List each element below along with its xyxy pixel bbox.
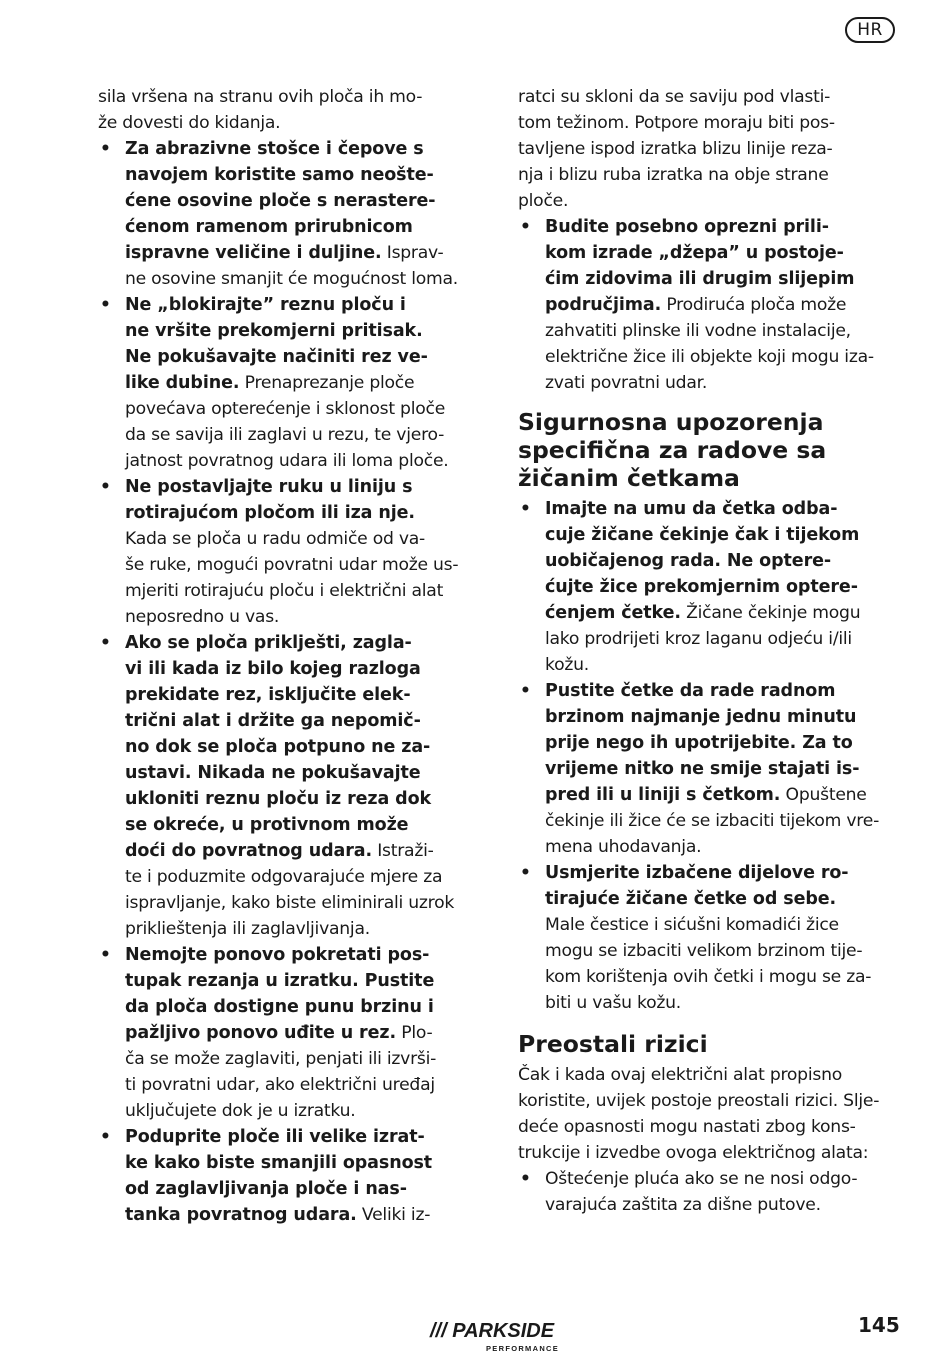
bullet-item-first-line	[518, 214, 904, 240]
bullet-item-line	[518, 292, 904, 318]
bullet-item	[518, 860, 904, 1016]
body-line: ploče.	[518, 191, 569, 211]
body-line: deće opasnosti mogu nastati zbog kons-	[518, 1117, 856, 1137]
bullet-item-line	[98, 526, 476, 552]
bullet-item	[98, 474, 476, 630]
body-line: nja i blizu ruba izratka na obje strane	[518, 165, 829, 185]
bold-text: tanka povratnog udara.	[125, 1205, 357, 1225]
bullet-item-line	[98, 1150, 476, 1176]
bullet-item-first-line	[518, 496, 904, 522]
bullet-item-line	[518, 834, 904, 860]
body-line: Čak i kada ovaj električni alat propisno	[518, 1065, 842, 1085]
bullet-item-line	[98, 240, 476, 266]
bullet-item-line	[518, 730, 904, 756]
bullet-item-first-line	[98, 136, 476, 162]
bold-text: Pustite četke da rade radnom	[545, 681, 836, 701]
brand-subtitle: PERFORMANCE	[486, 1344, 560, 1353]
bold-text: prije nego ih upotrijebite. Za to	[545, 733, 853, 753]
body-line: tom težinom. Potpore moraju biti pos-	[518, 113, 835, 133]
bold-text: područjima.	[545, 295, 662, 315]
body-text: lako prodrijeti kroz laganu odjeću i/ili	[545, 629, 852, 649]
body-text: priklieštenja ili zaglavljivanja.	[125, 919, 370, 939]
bullet-item-line	[98, 500, 476, 526]
bullet-item-line	[98, 994, 476, 1020]
body-text: Žičane čekinje mogu	[680, 603, 861, 623]
bold-text: ćenom ramenom prirubnicom	[125, 217, 413, 237]
bullet-item-line	[98, 552, 476, 578]
bold-text: od zaglavljivanja ploče i nas-	[125, 1179, 407, 1199]
bullet-item-line	[518, 938, 904, 964]
bullet-item-line	[518, 600, 904, 626]
body-text: Opuštene	[780, 785, 867, 805]
body-line: trukcije i izvedbe ovoga električnog alata:	[518, 1143, 869, 1163]
bullet-item-first-line	[98, 292, 476, 318]
left-intro	[98, 84, 476, 136]
body-text: jatnost povratnog udara ili loma ploče.	[125, 451, 449, 471]
bullet-item-line	[98, 266, 476, 292]
page-number: 145	[858, 1313, 900, 1337]
bold-text: ukloniti reznu ploču iz reza dok	[125, 789, 432, 809]
bullet-item-line	[98, 370, 476, 396]
body-text: mena uhodavanja.	[545, 837, 702, 857]
bullet-item-line	[98, 734, 476, 760]
right-bullet-list-b	[518, 496, 904, 1016]
bold-text: Ako se ploča priklješti, zagla-	[125, 633, 412, 653]
bold-text: uobičajenog rada. Ne optere-	[545, 551, 832, 571]
bullet-item-line	[518, 574, 904, 600]
bold-text: Usmjerite izbačene dijelove ro-	[545, 863, 849, 883]
bold-text: Imajte na umu da četka odba-	[545, 499, 838, 519]
bullet-item-line	[98, 578, 476, 604]
bullet-item-line	[518, 652, 904, 678]
bullet-item-line	[98, 188, 476, 214]
body-text: mjeriti rotirajuću ploču i električni alat	[125, 581, 444, 601]
bold-text: kom izrade „džepa” u postoje-	[545, 243, 844, 263]
section-heading-residual-risks: Preostali rizici	[518, 1030, 708, 1058]
bold-text: ćenjem četke.	[545, 603, 681, 623]
bold-text: Budite posebno oprezni prili-	[545, 217, 829, 237]
body-text: kožu.	[545, 655, 589, 675]
body-text: ne osovine smanjit će mogućnost loma.	[125, 269, 459, 289]
bullet-item-line	[98, 1020, 476, 1046]
bullet-item	[518, 678, 904, 860]
bullet-item-line	[98, 656, 476, 682]
body-text: biti u vašu kožu.	[545, 993, 682, 1013]
bullet-item-line	[98, 1098, 476, 1124]
body-line: že dovesti do kidanja.	[98, 113, 281, 133]
bullet-item	[98, 942, 476, 1124]
bullet-item-line	[518, 912, 904, 938]
body-line: tavljene ispod izratka blizu linije reza-	[518, 139, 833, 159]
body-text: zahvatiti plinske ili vodne instalacije,	[545, 321, 851, 341]
bullet-item-first-line	[98, 630, 476, 656]
left-bullet-list	[98, 136, 476, 1228]
body-text: Male čestice i sićušni komadići žice	[545, 915, 839, 935]
bullet-item-line	[98, 448, 476, 474]
bold-text: brzinom najmanje jednu minutu	[545, 707, 857, 727]
right-bullet-list-c	[518, 1166, 904, 1218]
bullet-item-line	[98, 344, 476, 370]
bold-text: ćim zidovima ili drugim slijepim	[545, 269, 855, 289]
body-text: Plo-	[396, 1023, 433, 1043]
bullet-item-line	[98, 708, 476, 734]
bullet-item-first-line	[518, 1166, 904, 1192]
bullet-item	[518, 1166, 904, 1218]
bullet-item	[98, 1124, 476, 1228]
bold-text: da ploča dostigne punu brzinu i	[125, 997, 434, 1017]
bold-text: pažljivo ponovo uđite u rez.	[125, 1023, 396, 1043]
bold-text: doći do povratnog udara.	[125, 841, 373, 861]
body-line: koristite, uvijek postoje preostali rizici. Slje-	[518, 1091, 880, 1111]
bold-text: tupak rezanja u izratku. Pustite	[125, 971, 435, 991]
bullet-item-line	[98, 1202, 476, 1228]
body-text: kom korištenja ovih četki i mogu se za-	[545, 967, 872, 987]
body-text: električne žice ili objekte koji mogu iza-	[545, 347, 874, 367]
bullet-item-first-line	[98, 942, 476, 968]
heading-line: specifična za radove sa	[518, 436, 827, 464]
bullet-item-line	[518, 318, 904, 344]
bullet-item-line	[98, 422, 476, 448]
bold-text: tirajuće žičane četke od sebe.	[545, 889, 837, 909]
right-bullet-list-a	[518, 214, 904, 396]
body-text: Istraži-	[372, 841, 434, 861]
bullet-item-line	[518, 886, 904, 912]
bullet-item-line	[98, 968, 476, 994]
bold-text: cuje žičane čekinje čak i tijekom	[545, 525, 860, 545]
body-text: te i poduzmite odgovarajuće mjere za	[125, 867, 443, 887]
bullet-item-line	[518, 990, 904, 1016]
bold-text: ispravne veličine i duljine.	[125, 243, 382, 263]
bullet-item	[98, 630, 476, 942]
bullet-item-line	[98, 864, 476, 890]
bold-text: ke kako biste smanjili opasnost	[125, 1153, 433, 1173]
bullet-item-line	[98, 812, 476, 838]
bullet-item-line	[518, 782, 904, 808]
bold-text: like dubine.	[125, 373, 240, 393]
bullet-item-line	[98, 1046, 476, 1072]
bullet-item-line	[98, 396, 476, 422]
bullet-item-first-line	[518, 678, 904, 704]
bullet-item	[98, 292, 476, 474]
body-text: čekinje ili žice će se izbaciti tijekom vre-	[545, 811, 880, 831]
body-text: ispravljanje, kako biste eliminirali uzrok	[125, 893, 455, 913]
bold-text: Ne „blokirajte” reznu ploču i	[125, 295, 406, 315]
body-text: mogu se izbaciti velikom brzinom tije-	[545, 941, 863, 961]
bold-text: prekidate rez, isključite elek-	[125, 685, 411, 705]
bullet-item-first-line	[518, 860, 904, 886]
bold-text: vrijeme nitko ne smije stajati is-	[545, 759, 860, 779]
bullet-item-first-line	[98, 1124, 476, 1150]
right-intro	[518, 84, 904, 214]
body-text: Veliki iz-	[356, 1205, 431, 1225]
section-heading-wire-brushes	[518, 408, 904, 492]
bold-text: Za abrazivne stošce i čepove s	[125, 139, 424, 159]
bullet-item	[518, 214, 904, 396]
body-line: ratci su skloni da se saviju pod vlasti-	[518, 87, 831, 107]
heading-line: Sigurnosna upozorenja	[518, 408, 824, 436]
bold-text: ćujte žice prekomjernim optere-	[545, 577, 858, 597]
bullet-item-line	[98, 162, 476, 188]
bullet-item-line	[98, 214, 476, 240]
bullet-item-line	[518, 1192, 904, 1218]
body-text: varajuća zaštita za dišne putove.	[545, 1195, 821, 1215]
bullet-item-line	[518, 344, 904, 370]
bullet-item-line	[98, 1176, 476, 1202]
heading-line: žičanim četkama	[518, 464, 740, 492]
bold-text: rotirajućom pločom ili iza nje.	[125, 503, 415, 523]
bullet-item-line	[518, 704, 904, 730]
bullet-item-line	[518, 808, 904, 834]
bullet-item-line	[518, 756, 904, 782]
body-line: sila vršena na stranu ovih ploča ih mo-	[98, 87, 423, 107]
bullet-item-line	[518, 964, 904, 990]
language-badge: HR	[845, 17, 895, 43]
body-text: Kada se ploča u radu odmiče od va-	[125, 529, 425, 549]
bold-text: navojem koristite samo neošte-	[125, 165, 434, 185]
bullet-item-line	[518, 240, 904, 266]
parkside-logo	[430, 1320, 590, 1356]
bullet-item-first-line	[98, 474, 476, 500]
bullet-item-line	[98, 1072, 476, 1098]
bullet-item-line	[98, 604, 476, 630]
bold-text: vi ili kada iz bilo kojeg razloga	[125, 659, 421, 679]
bold-text: no dok se ploča potpuno ne za-	[125, 737, 431, 757]
bold-text: Poduprite ploče ili velike izrat-	[125, 1127, 425, 1147]
body-text: Prenaprezanje ploče	[239, 373, 415, 393]
bullet-item-line	[518, 266, 904, 292]
body-text: uključujete dok je u izratku.	[125, 1101, 356, 1121]
bullet-item-line	[518, 626, 904, 652]
body-text: zvati povratni udar.	[545, 373, 708, 393]
bullet-item-line	[98, 786, 476, 812]
body-text: Isprav-	[381, 243, 444, 263]
brand-name: /// PARKSIDE	[430, 1320, 555, 1342]
bold-text: ne vršite prekomjerni pritisak.	[125, 321, 423, 341]
bullet-item-line	[98, 838, 476, 864]
body-text: Prodiruća ploča može	[661, 295, 847, 315]
bullet-item-line	[98, 890, 476, 916]
bullet-item-line	[98, 318, 476, 344]
bullet-item-line	[518, 548, 904, 574]
bold-text: Ne pokušavajte načiniti rez ve-	[125, 347, 428, 367]
bold-text: trični alat i držite ga nepomič-	[125, 711, 421, 731]
bold-text: Nemojte ponovo pokretati pos-	[125, 945, 430, 965]
bold-text: pred ili u liniji s četkom.	[545, 785, 781, 805]
body-text: da se savija ili zaglavi u rezu, te vjero-	[125, 425, 445, 445]
left-column	[98, 84, 476, 1228]
bullet-item-line	[98, 682, 476, 708]
bullet-item-line	[518, 522, 904, 548]
body-text: Oštećenje pluća ako se ne nosi odgo-	[545, 1169, 858, 1189]
bold-text: se okreće, u protivnom može	[125, 815, 409, 835]
bullet-item	[518, 496, 904, 678]
bullet-item-line	[98, 760, 476, 786]
right-column	[518, 84, 904, 1218]
residual-risks-paragraph	[518, 1062, 904, 1166]
bold-text: Ne postavljajte ruku u liniju s	[125, 477, 413, 497]
body-text: ča se može zaglaviti, penjati ili izvrši-	[125, 1049, 437, 1069]
bold-text: ćene osovine ploče s nerastere-	[125, 191, 436, 211]
bullet-item-line	[98, 916, 476, 942]
body-text: neposredno u vas.	[125, 607, 280, 627]
body-text: povećava opterećenje i sklonost ploče	[125, 399, 446, 419]
bullet-item	[98, 136, 476, 292]
bullet-item-line	[518, 370, 904, 396]
body-text: še ruke, mogući povratni udar može us-	[125, 555, 459, 575]
body-text: ti povratni udar, ako električni uređaj	[125, 1075, 435, 1095]
bold-text: ustavi. Nikada ne pokušavajte	[125, 763, 421, 783]
